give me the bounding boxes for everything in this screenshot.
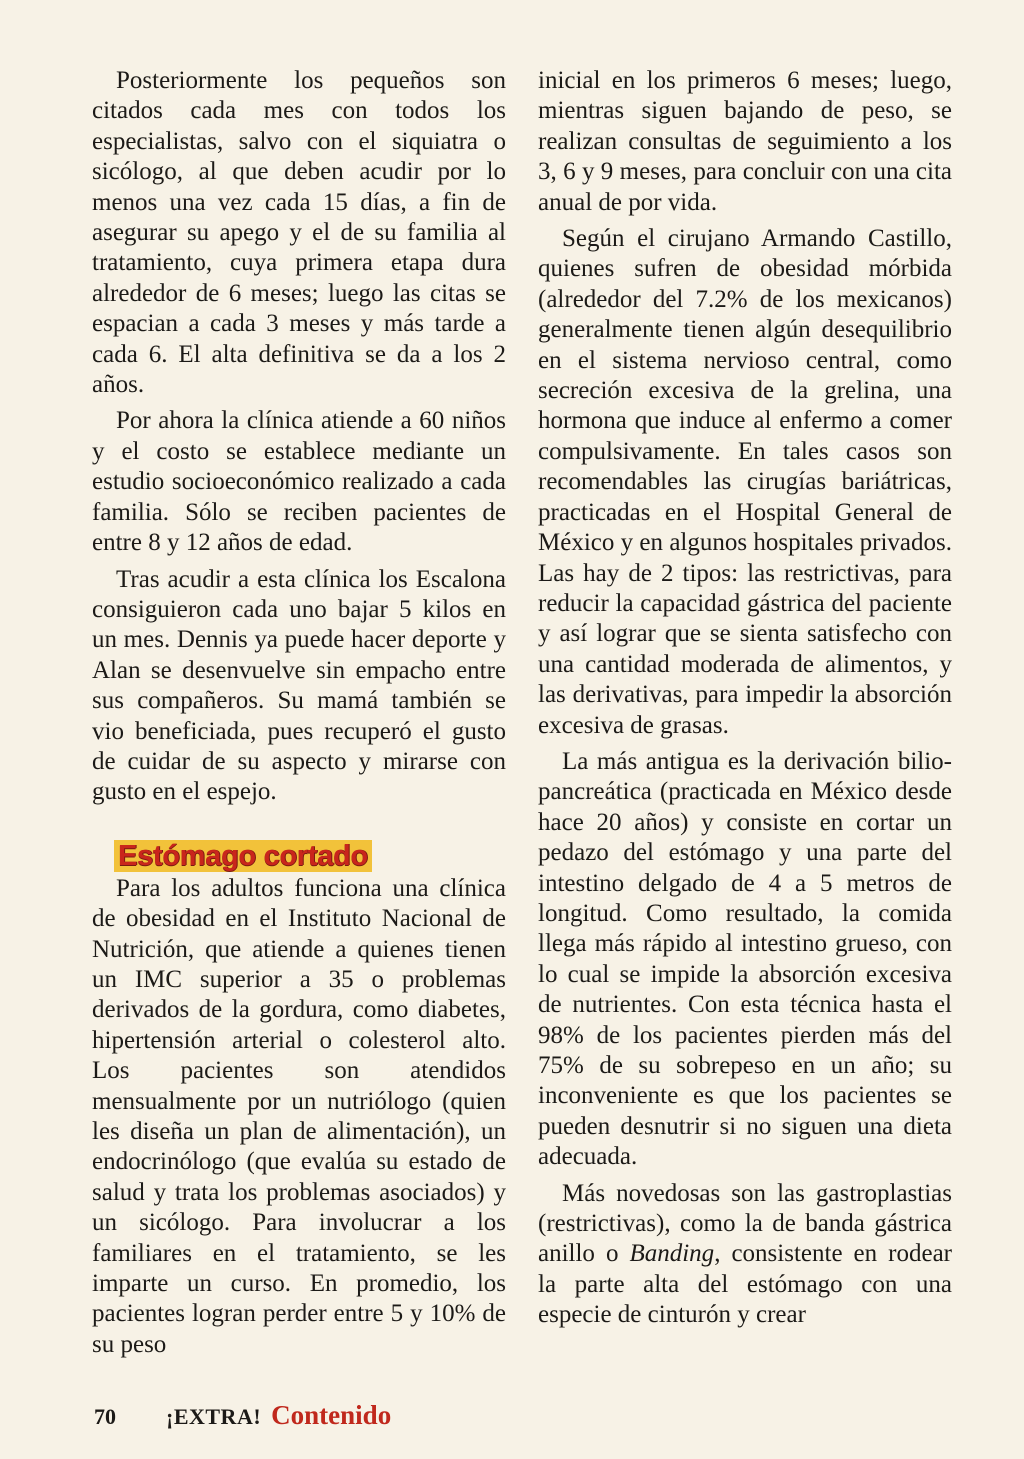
gastroplasty-text-start: Más novedosas son las gastroplastias (restrictivas), como la de banda gástrica anillo o [538, 1179, 952, 1268]
page-number: 70 [94, 1404, 116, 1429]
magazine-name: ¡EXTRA! [166, 1404, 262, 1429]
paragraph-followup-visits: Posteriormente los pequeños son citados cada mes con todos los especialistas, salvo con el siquiatra o sicólogo, al que deben acudir por lo menos una vez cada 15 días, a fin de asegurar su apego y el de su familia al tratamiento, cuya primera etapa dura alrededor de 6 meses; luego las citas se espacian a cada 3 meses y más tarde a cada 6. El alta definitiva se da a los 2 años. [92, 67, 506, 399]
left-column [92, 66, 506, 1366]
page-footer [94, 1400, 391, 1431]
paragraph-adult-clinic: Para los adultos funciona una clínica de obesidad en el Instituto Nacional de Nutrición, que atiende a quienes tienen un IMC superior a 35 o problemas derivados de la gordura, como diabetes, hipertensión arterial o colesterol alto. Los pacientes son atendidos mensualmente por un nutriólogo (quien les diseña un plan de alimentación), un endocrinólogo (que evalúa su estado de salud y trata los problemas asociados) y un sicólogo. Para involucrar a los familiares en el tratamiento, se les imparte un curso. En promedio, los pacientes logran perder entre 5 y 10% de su peso [92, 874, 506, 1358]
section-name: Contenido [271, 1400, 392, 1430]
paragraph-biliopancreatic: La más antigua es la derivación bilio-pancreática (practicada en México desde hace 20 años) y consiste en cortar un pedazo del estómago y una parte del intestino delgado de 4 a 5 metros de longitud. Como resultado, la comida llega más rápido al intestino grueso, con lo cual se impide la absorción excesiva de nutrientes. Con esta técnica hasta el 98% de los pacientes pierden más del 75% de su sobrepeso en un año; su inconveniente es que los pacientes se pueden desnutrir si no siguen una dieta adecuada. [538, 747, 952, 1171]
gastroplasty-text-end: , consistente en rodear la parte alta del estómago con una especie de cinturón y crear [538, 1240, 952, 1329]
banding-term: Banding [629, 1240, 715, 1268]
paragraph-continuation: inicial en los primeros 6 meses; luego, mientras siguen bajando de peso, se realizan consultas de seguimiento a los 3, 6 y 9 meses, para concluir con una cita anual de por vida. [538, 67, 952, 216]
paragraph-clinic-cost: Por ahora la clínica atiende a 60 niños y el costo se establece mediante un estudio socioeconómico realizado a cada familia. Sólo se reciben pacientes de entre 8 y 12 años de edad. [92, 407, 506, 557]
paragraph-morbid-obesity: Según el cirujano Armando Castillo, quienes sufren de obesidad mórbida (alrededor del 7.2% de los mexicanos) generalmente tienen algún desequilibrio en el sistema nervioso central, como secreción excesiva de la grelina, una hormona que induce al enfermo a comer compulsivamente. En tales casos son recomendables las cirugías bariátricas, practicadas en el Hospital General de México y en algunos hospitales privados. Las hay de 2 tipos: las restrictivas, para reducir la capacidad gástrica del paciente y así lograr que se sienta satisfecho con una cantidad moderada de alimentos, y las derivativas, para impedir la absorción excesiva de grasas. [538, 225, 952, 739]
paragraph-gastroplasty [538, 1179, 952, 1331]
right-column [538, 66, 952, 1337]
section-heading: Estómago cortado [114, 840, 372, 872]
paragraph-escalona-results: Tras acudir a esta clínica los Escalona consiguieron cada uno bajar 5 kilos en un mes. Dennis ya puede hacer deporte y Alan se desenvuelve sin empacho entre sus compañeros. Su mamá también se vio beneficiada, pues recuperó el gusto de cuidar de su aspecto y mirarse con gusto en el espejo. [92, 565, 506, 806]
